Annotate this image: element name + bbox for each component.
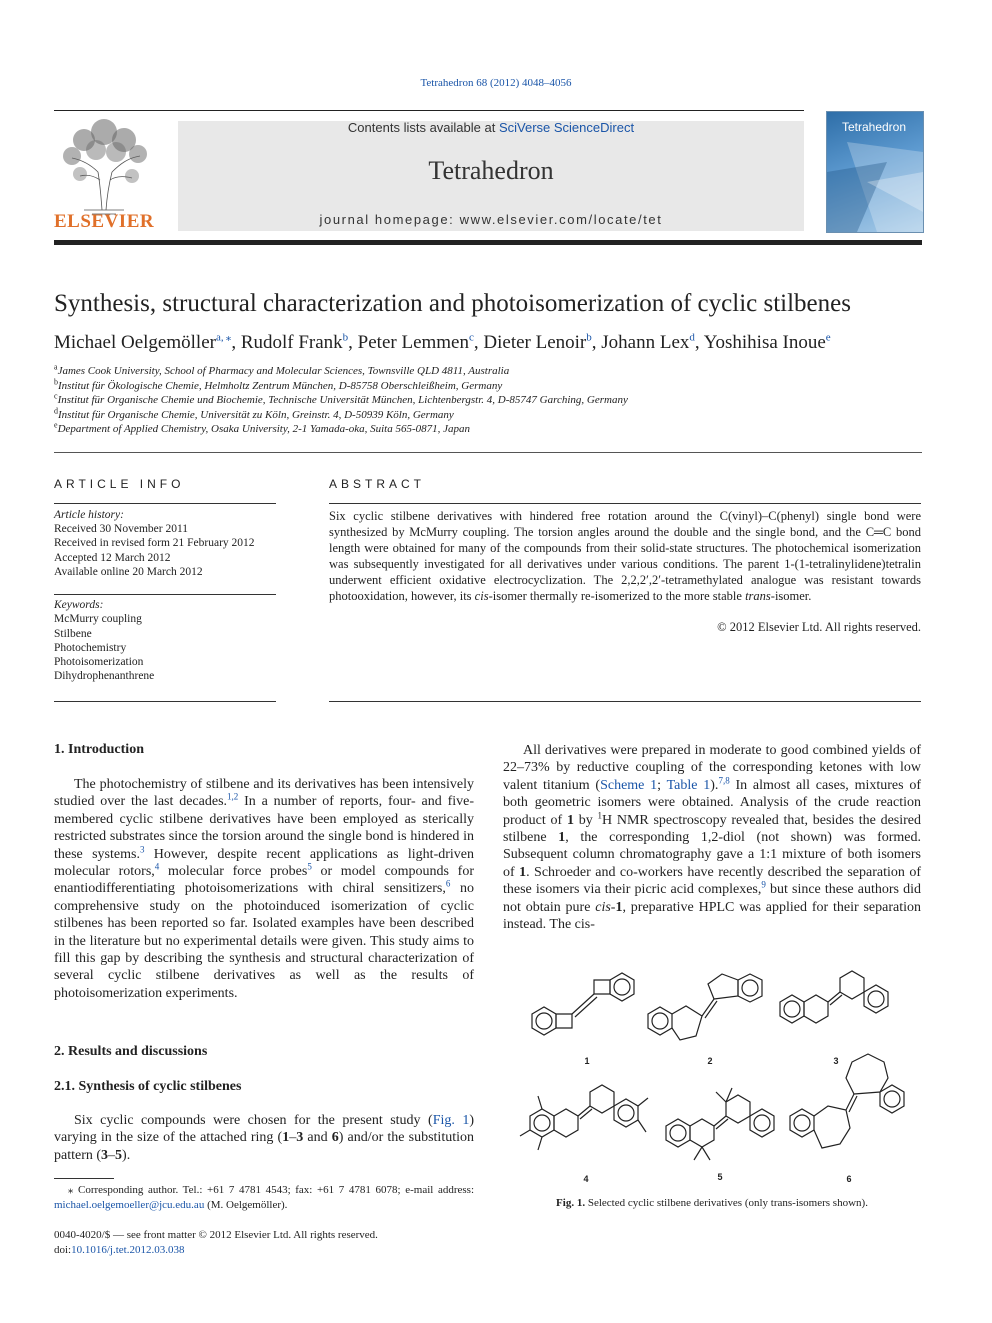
journal-name: Tetrahedron [428, 156, 554, 185]
contents-prefix: Contents lists available at [347, 120, 499, 135]
elsevier-wordmark[interactable]: ELSEVIER [54, 211, 155, 232]
author-affiliation-marker[interactable]: d [689, 331, 695, 344]
affiliation-c: $^c$Institut für Organische Chemie und Biochemie, Technische Universität München, Lichtenbergstr. 4, D-85747 Garching, Germany [54, 391, 628, 406]
front-matter-footer [54, 1228, 378, 1257]
contents-line [178, 120, 804, 135]
doi-link[interactable]: 10.1016/j.tet.2012.03.038 [71, 1243, 185, 1256]
author-separator: , [473, 332, 484, 353]
affiliation-d: $^d$Institut für Organische Chemie, Universität zu Köln, Greinstr. 4, D-50939 Köln, Germany [54, 406, 454, 421]
structure-6 [790, 1054, 904, 1148]
structure-label-5: 5 [717, 1172, 723, 1182]
author-affiliation-marker[interactable]: e [825, 331, 831, 344]
author-list [54, 332, 831, 354]
doi-line: doi:10.1016/j.tet.2012.03.038 [54, 1243, 185, 1256]
abstract-copyright: © 2012 Elsevier Ltd. All rights reserved. [717, 620, 921, 634]
author-separator: , [348, 332, 358, 353]
results-heading: 2. Results and discussions [54, 1044, 208, 1059]
author-email-link[interactable]: michael.oelgemoeller@jcu.edu.au [54, 1198, 205, 1211]
figure-1-structures[interactable] [510, 966, 922, 1196]
structure-4 [520, 1085, 648, 1150]
affiliation-e: $^e$Department of Applied Chemistry, Osaka University, 2-1 Yamada-oka, Suita 565-0871, Japan [54, 420, 471, 435]
structure-label-2: 2 [707, 1056, 713, 1066]
article-info-heading: ARTICLE INFO [54, 477, 185, 491]
ref-3[interactable]: 3 [139, 843, 145, 854]
journal-citation[interactable]: Tetrahedron 68 (2012) 4048–4056 [420, 77, 572, 89]
structure-label-4: 4 [583, 1174, 589, 1184]
footnote-rule [54, 1178, 114, 1179]
keywords-label: Keywords: [54, 599, 104, 611]
affiliation-a: $^a$James Cook University, School of Pharmacy and Molecular Sciences, Townsville QLD 4811, Australia [54, 362, 510, 377]
author-separator: , [231, 332, 241, 353]
keyword-item: Photoisomerization [54, 656, 144, 668]
ref-4[interactable]: 4 [154, 861, 160, 872]
abstract-heading: ABSTRACT [329, 477, 426, 491]
author-name[interactable]: Peter Lemmen [357, 332, 469, 353]
abstract-rule-top [329, 503, 921, 504]
author-name[interactable]: Rudolf Frank [240, 332, 343, 353]
author-name[interactable]: Johann Lex [601, 332, 690, 353]
info-rule-2 [54, 594, 276, 595]
author-affiliation-marker[interactable]: b [342, 331, 349, 344]
abstract-rule-bottom [329, 701, 921, 702]
corresponding-author-footnote: ⁎ Corresponding author. Tel.: +61 7 4781 4543; fax: +61 7 4781 6078; e-mail address: michael.oelgemoeller@jcu.edu.au (M. Oelgemöller). [54, 1184, 474, 1211]
intro-paragraph: The photochemistry of stilbene and its derivatives has been intensively studied over the last decades.$^{1,2}$ In a number of reports, four- and five-membered cyclic stilbene derivatives have been employed as sterically restricted substrates since the torsion around the single bond is hindered in these systems.$^3$ However, despite recent applications as light-driven molecular rotors,$^4$ molecular force probes$^5$ or model compounds for enantiodifferentiating photoisomerizations with chiral sensitizers,$^6$ no comprehensive study on the photoinduced isomerization of cyclic stilbenes has been reported so far. Isolated examples have been described in the literature but no experimental details were given. This study aims to fill this gap by describing the synthesis and structural characterization of several cyclic stilbene derivatives as well as the results of photoisomerization experiments. [54, 777, 474, 1001]
journal-homepage[interactable]: journal homepage: www.elsevier.com/locate/tet [319, 212, 663, 227]
structure-2 [648, 974, 762, 1040]
ref-6[interactable]: 6 [445, 878, 451, 889]
section-rule [54, 452, 922, 453]
structure-label-6: 6 [846, 1174, 852, 1184]
structure-3 [780, 971, 888, 1023]
history-accepted: Accepted 12 March 2012 [54, 552, 171, 564]
scheme1-link[interactable]: Scheme 1 [600, 777, 658, 793]
keyword-item: McMurry coupling [54, 613, 142, 625]
synthesis-paragraph: Six cyclic compounds were chosen for the present study (Fig. 1) varying in the size of the attached ring (1–3 and 6) and/or the substitution pattern (3–5). [54, 1113, 474, 1163]
structure-1 [532, 973, 634, 1035]
ref-5[interactable]: 5 [307, 861, 312, 872]
author-affiliation-marker[interactable]: c [469, 331, 474, 344]
history-online: Available online 20 March 2012 [54, 566, 203, 578]
intro-heading: 1. Introduction [54, 742, 144, 757]
author-name[interactable]: Dieter Lenoir [483, 332, 587, 353]
history-received: Received 30 November 2011 [54, 523, 189, 535]
keyword-item: Dihydrophenanthrene [54, 670, 155, 682]
ref-9[interactable]: 9 [761, 879, 766, 890]
keyword-item: Stilbene [54, 628, 92, 640]
structure-5 [666, 1088, 774, 1160]
keyword-item: Photochemistry [54, 642, 127, 654]
ref-7-8[interactable]: 7,8 [718, 775, 730, 786]
history-revised: Received in revised form 21 February 2012 [54, 537, 255, 549]
ref-1-2[interactable]: 1,2 [227, 791, 239, 802]
article-title: Synthesis, structural characterization and photoisomerization of cyclic stilbenes [54, 290, 851, 317]
synthesis-subheading: 2.1. Synthesis of cyclic stilbenes [54, 1079, 242, 1094]
author-name[interactable]: Michael Oelgemöller [54, 332, 216, 353]
structure-label-3: 3 [833, 1056, 839, 1066]
header-thick-rule [54, 240, 922, 245]
header-rule [54, 110, 804, 111]
history-label: Article history: [54, 509, 124, 521]
issn-line: 0040-4020/$ — see front matter © 2012 Elsevier Ltd. All rights reserved. [54, 1229, 378, 1241]
info-rule-1 [54, 503, 276, 504]
right-column-paragraph: All derivatives were prepared in moderate to good combined yields of 22–73% by reductive coupling of the corresponding ketones with low valent titanium (Scheme 1; Table 1).$^{7,8}$ In almost all cases, mixtures of both geometric isomers were obtained. Analysis of the crude reaction product of 1 by $^1$H NMR spectroscopy revealed that, besides the desired stilbene 1, the corresponding 1,2-diol (not shown) was formed. Subsequent column chromatography gave a 1:1 mixture of both isomers of 1. Schroeder and co-workers have recently described the separation of these isomers via their picric acid complexes,$^9$ but since these authors did not obtain pure cis-1, preparative HPLC was applied for their separation instead. The cis- [503, 743, 922, 933]
info-rule-3 [54, 701, 276, 702]
sciencedirect-link[interactable]: SciVerse ScienceDirect [498, 120, 635, 135]
author-separator: , [591, 332, 602, 353]
table1-link[interactable]: Table 1 [666, 777, 711, 793]
author-name[interactable]: Yoshihisa Inoue [703, 332, 826, 353]
abstract-text: Six cyclic stilbene derivatives with hindered free rotation around the C(vinyl)–C(phenyl) single bond were synthesized by McMurry coupling. The torsion angles around the double and the single bond, and the C═C bond length were obtained for many of the compounds from their solid-state structures. The photochemical isomerization was subsequently investigated for all derivatives under various conditions. The parent 1-(1-tetralinylidene)tetralin underwent efficient oxidative electrocyclization. The 2,2,2′,2′-tetramethylated analogue was resistant towards photooxidation, however, its cis-isomer thermally re-isomerized to the more stable trans-isomer. [329, 509, 921, 603]
author-affiliation-marker[interactable]: a, ⁎ [215, 331, 232, 344]
cover-title: Tetrahedron [841, 120, 907, 134]
figure-1-caption: Fig. 1. Selected cyclic stilbene derivatives (only trans-isomers shown). [556, 1197, 868, 1209]
author-separator: , [694, 332, 704, 353]
structure-label-1: 1 [584, 1056, 590, 1066]
affiliation-b: $^b$Institut für Ökologische Chemie, Helmholtz Zentrum München, D-85758 Oberschleißheim, Germany [54, 377, 503, 392]
author-affiliation-marker[interactable]: b [586, 331, 592, 344]
fig1-link[interactable]: Fig. 1 [432, 1113, 470, 1128]
